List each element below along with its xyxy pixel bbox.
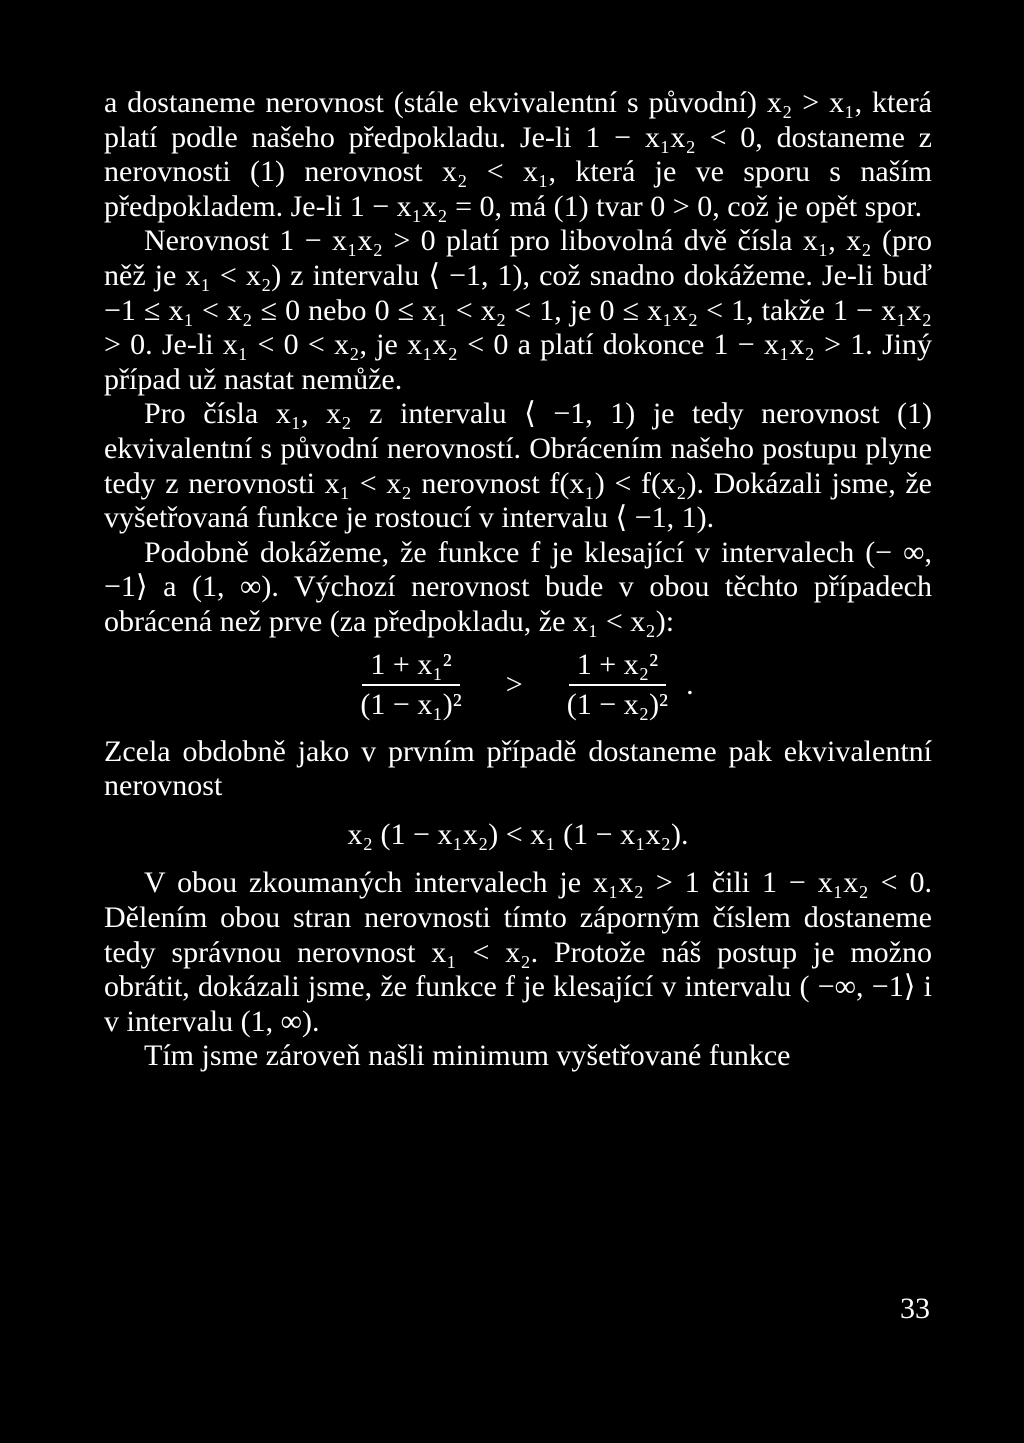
page-number: 33 — [900, 1292, 930, 1325]
paragraph-5: Zcela obdobně jako v prvním případě dostaneme pak ekvivalentní nerovnost — [104, 734, 932, 803]
left-denominator: (1 − x₁)² — [360, 688, 462, 722]
body-text — [104, 86, 932, 1074]
paragraph-6: V obou zkoumaných intervalech je x₁x₂ > 1 čili 1 − x₁x₂ < 0. Dělením obou stran nerovnosti tímto záporným číslem dostaneme tedy správnou nerovnost x₁ < x₂. Protože náš postup je možno obrátit, dokázali jsme, že funkce f je klesající v intervalu ( −∞, −1⟩ i v intervalu (1, ∞). — [104, 866, 932, 1038]
display-inequality — [104, 648, 932, 723]
paragraph-7: Tím jsme zároveň našli minimum vyšetřované funkce — [144, 1039, 791, 1073]
equation-period: . — [686, 667, 694, 701]
left-fraction — [352, 648, 469, 723]
relation-sign: > — [505, 667, 523, 701]
paragraph-3: Pro čísla x₁, x₂ z intervalu ⟨ −1, 1) je tedy nerovnost (1) ekvivalentní s původní nerovností. Obrácením našeho postupu plyne tedy z nerovnosti x₁ < x₂ nerovnost f(x₁) < f(x₂). Dokázali jsme, že vyšetřovaná funkce je rostoucí v intervalu ⟨ −1, 1). — [104, 397, 932, 535]
paragraph-2: Nerovnost 1 − x₁x₂ > 0 platí pro libovolná dvě čísla x₁, x₂ (pro něž je x₁ < x₂) z intervalu ⟨ −1, 1), což snadno dokážeme. Je-li buď −1 ≤ x₁ < x₂ ≤ 0 nebo 0 ≤ x₁ < x₂ < 1, je 0 ≤ x₁x₂ < 1, takže 1 − x₁x₂ > 0. Je-li x₁ < 0 < x₂, je x₁x₂ < 0 a platí dokonce 1 − x₁x₂ > 1. Jiný případ už nastat nemůže. — [104, 224, 932, 396]
display-equation-2: x₂ (1 − x₁x₂) < x₁ (1 − x₁x₂). — [347, 817, 689, 851]
right-denominator: (1 − x₂)² — [566, 688, 669, 722]
left-numerator: 1 + x₁² — [362, 648, 459, 687]
right-fraction — [559, 648, 676, 723]
paragraph-4: Podobně dokážeme, že funkce f je klesající v intervalech (− ∞, −1⟩ a (1, ∞). Výchozí nerovnost bude v obou těchto případech obrácená než prve (za předpokladu, že x₁ < x₂): — [104, 535, 932, 638]
right-numerator: 1 + x₂² — [569, 648, 666, 687]
paragraph-1: a dostaneme nerovnost (stále ekvivalentní s původní) x₂ > x₁, která platí podle našeho předpokladu. Je-li 1 − x₁x₂ < 0, dostaneme z nerovnosti (1) nerovnost x₂ < x₁, která je ve sporu s naším předpokladem. Je-li 1 − x₁x₂ = 0, má (1) tvar 0 > 0, což je opět spor. — [104, 86, 932, 223]
